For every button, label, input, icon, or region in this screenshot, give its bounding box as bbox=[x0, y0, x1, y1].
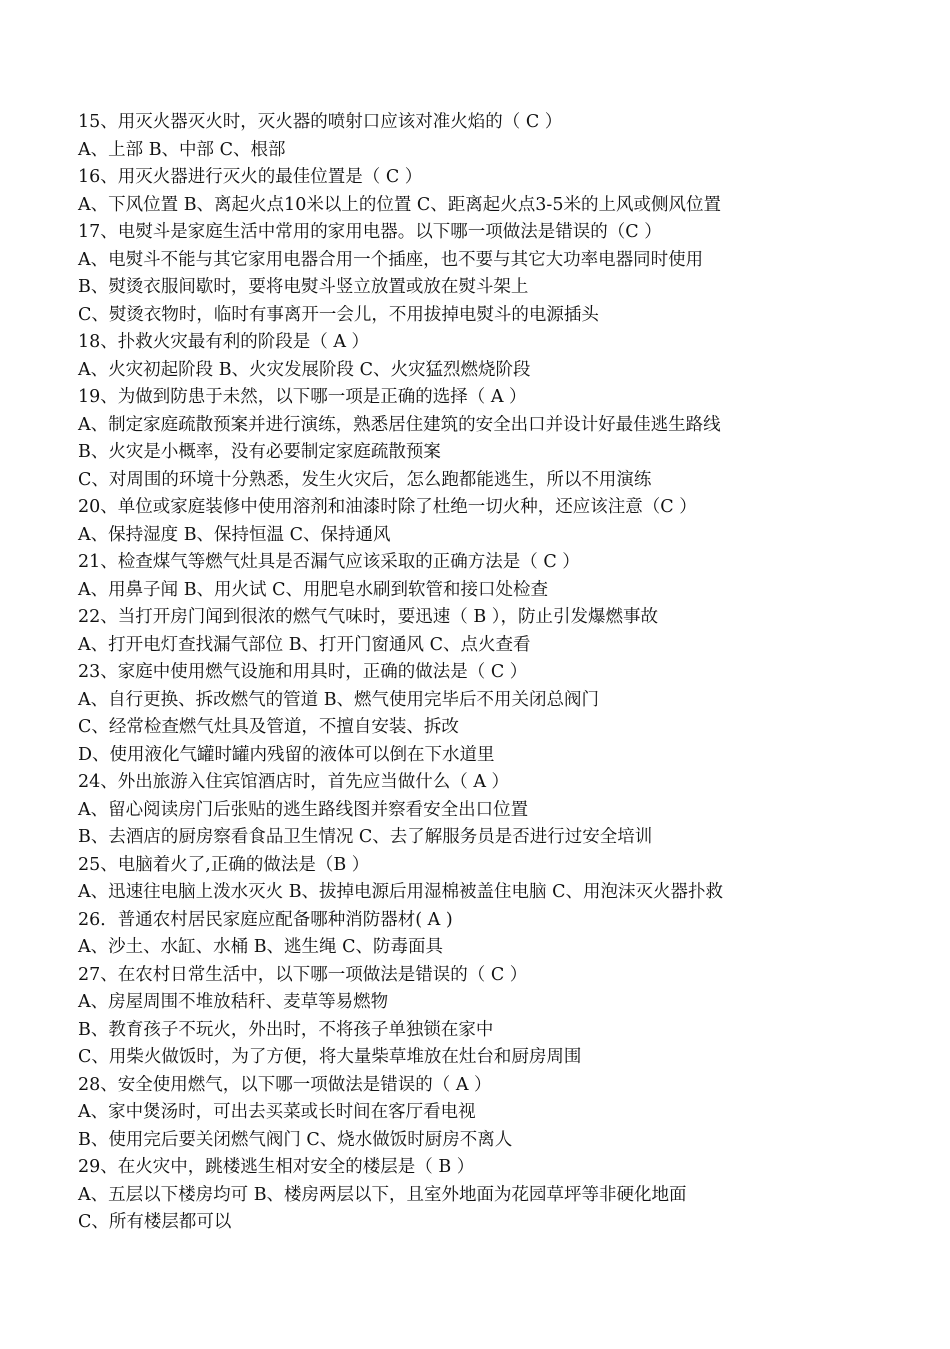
question-line: 29、在火灾中，跳楼逃生相对安全的楼层是（ B ） bbox=[78, 1157, 475, 1177]
question-line: 21、检查煤气等燃气灶具是否漏气应该采取的正确方法是（ C ） bbox=[78, 552, 580, 572]
question-line: 25、电脑着火了,正确的做法是（B ） bbox=[78, 854, 370, 875]
option-line: A、自行更换、拆改燃气的管道 B、燃气使用完毕后不用关闭总阀门 bbox=[78, 689, 600, 710]
option-line: B、火灾是小概率，没有必要制定家庭疏散预案 bbox=[78, 442, 441, 462]
option-line: B、使用完后要关闭燃气阀门 C、烧水做饭时厨房不离人 bbox=[78, 1129, 513, 1150]
option-line: A、房屋周围不堆放秸秆、麦草等易燃物 bbox=[78, 992, 389, 1012]
question-line: 16、用灭火器进行灭火的最佳位置是（ C ） bbox=[78, 167, 423, 187]
option-line: B、去酒店的厨房察看食品卫生情况 C、去了解服务员是否进行过安全培训 bbox=[78, 827, 653, 847]
option-line: A、五层以下楼房均可 B、楼房两层以下，且室外地面为花园草坪等非硬化地面 bbox=[78, 1184, 687, 1205]
option-line: A、家中煲汤时，可出去买菜或长时间在客厅看电视 bbox=[78, 1102, 476, 1122]
option-line: A、下风位置 B、离起火点10米以上的位置 C、距离起火点3-5米的上风或侧风位置 bbox=[78, 194, 721, 215]
option-line: A、留心阅读房门后张贴的逃生路线图并察看安全出口位置 bbox=[78, 799, 529, 820]
option-line: A、火灾初起阶段 B、火灾发展阶段 C、火灾猛烈燃烧阶段 bbox=[78, 359, 531, 380]
question-line: 23、家庭中使用燃气设施和用具时，正确的做法是（ C ） bbox=[78, 662, 528, 682]
option-line: A、用鼻子闻 B、用火试 C、用肥皂水刷到软管和接口处检查 bbox=[78, 579, 549, 600]
option-line: A、制定家庭疏散预案并进行演练，熟悉居住建筑的安全出口并设计好最佳逃生路线 bbox=[78, 414, 721, 435]
question-line: 24、外出旅游入住宾馆酒店时，首先应当做什么（ A ） bbox=[78, 772, 510, 792]
option-line: A、电熨斗不能与其它家用电器合用一个插座，也不要与其它大功率电器同时使用 bbox=[78, 249, 704, 270]
document-page bbox=[78, 109, 938, 1237]
question-line: 19、为做到防患于未然，以下哪一项是正确的选择（ A ） bbox=[78, 387, 527, 407]
option-line: C、熨烫衣物时，临时有事离开一会儿，不用拔掉电熨斗的电源插头 bbox=[78, 304, 599, 325]
question-line: 20、单位或家庭装修中使用溶剂和油漆时除了杜绝一切火种，还应该注意（C ） bbox=[78, 497, 697, 517]
question-line: 22、当打开房门闻到很浓的燃气气味时，要迅速（ B ），防止引发爆燃事故 bbox=[78, 607, 659, 627]
option-line: A、迅速往电脑上泼水灭火 B、拔掉电源后用湿棉被盖住电脑 C、用泡沫灭火器扑救 bbox=[78, 882, 724, 902]
option-line: D、使用液化气罐时罐内残留的液体可以倒在下水道里 bbox=[78, 744, 495, 765]
option-line: C、经常检查燃气灶具及管道，不擅自安装、拆改 bbox=[78, 717, 459, 737]
option-line: C、对周围的环境十分熟悉，发生火灾后，怎么跑都能逃生，所以不用演练 bbox=[78, 469, 652, 490]
option-line: A、沙土、水缸、水桶 B、逃生绳 C、防毒面具 bbox=[78, 937, 444, 957]
option-line: A、上部 B、中部 C、根部 bbox=[78, 139, 286, 160]
option-line: A、保持湿度 B、保持恒温 C、保持通风 bbox=[78, 524, 391, 545]
question-line: 15、用灭火器灭火时，灭火器的喷射口应该对准火焰的（ C ） bbox=[78, 112, 563, 132]
question-line: 18、扑救火灾最有利的阶段是（ A ） bbox=[78, 332, 370, 352]
option-line: B、熨烫衣服间歇时，要将电熨斗竖立放置或放在熨斗架上 bbox=[78, 277, 529, 297]
option-line: A、打开电灯查找漏气部位 B、打开门窗通风 C、点火查看 bbox=[78, 634, 531, 655]
question-line: 17、电熨斗是家庭生活中常用的家用电器。以下哪一项做法是错误的（C ） bbox=[78, 222, 662, 242]
option-line: C、用柴火做饭时，为了方便，将大量柴草堆放在灶台和厨房周围 bbox=[78, 1047, 582, 1067]
question-line: 28、安全使用燃气，以下哪一项做法是错误的（ A ） bbox=[78, 1074, 492, 1095]
question-line: 26．普通农村居民家庭应配备哪种消防器材( A ) bbox=[78, 909, 453, 930]
option-line: B、教育孩子不玩火，外出时，不将孩子单独锁在家中 bbox=[78, 1019, 494, 1040]
option-line: C、所有楼层都可以 bbox=[78, 1212, 232, 1232]
question-line: 27、在农村日常生活中，以下哪一项做法是错误的（ C ） bbox=[78, 964, 528, 985]
